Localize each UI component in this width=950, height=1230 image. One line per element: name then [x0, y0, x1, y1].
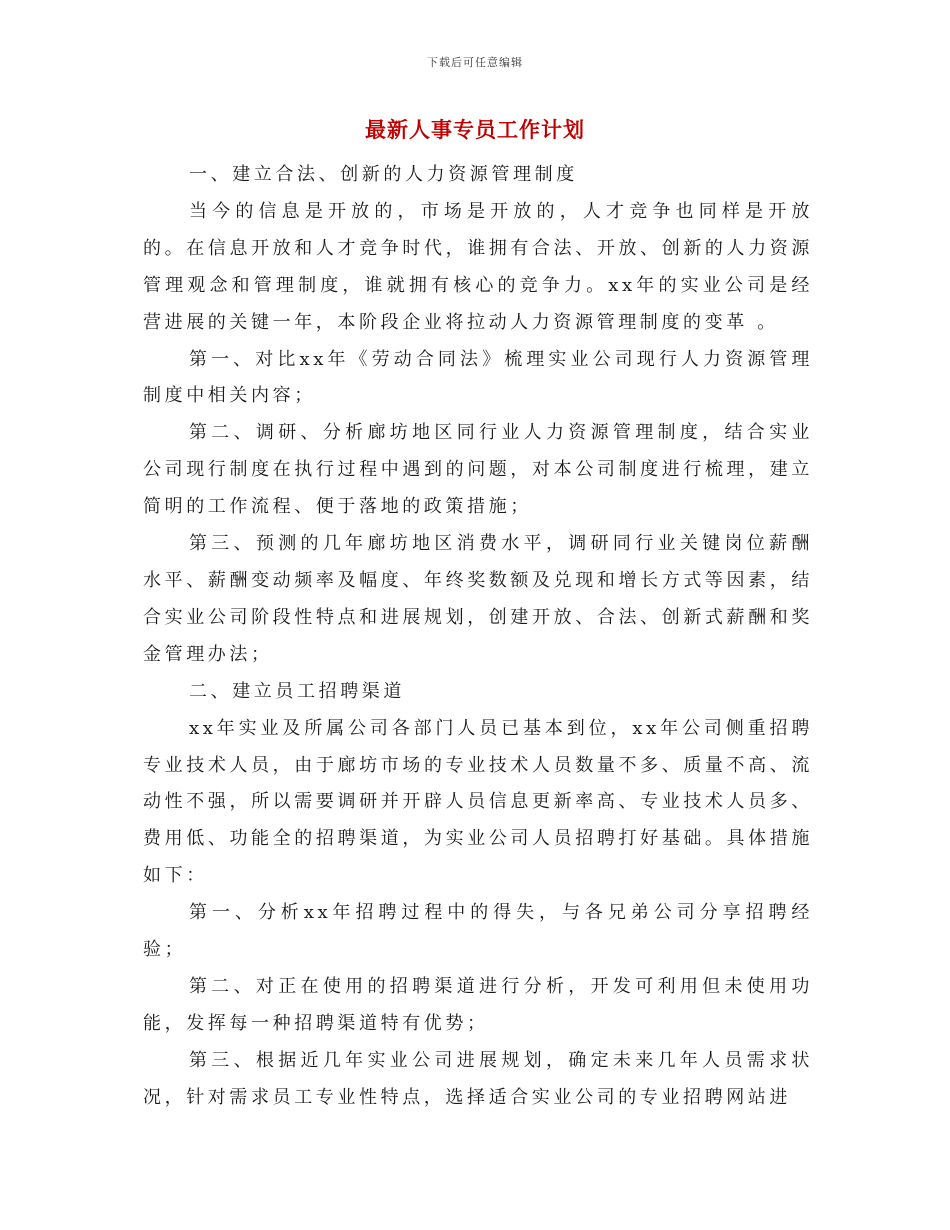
paragraph: xx年实业及所属公司各部门人员已基本到位，xx年公司侧重招聘专业技术人员，由于廊坊市场的专业技术人员数量不多、质量不高、流动性不强，所以需要调研并开辟人员信息更新率高、专业技术人员多、费用低、功能全的招聘渠道，为实业公司人员招聘打好基础。具体措施如下： [143, 717, 813, 887]
paragraph: 第三、预测的几年廊坊地区消费水平，调研同行业关键岗位薪酬水平、薪酬变动频率及幅度、年终奖数额及兑现和增长方式等因素，结合实业公司阶段性特点和进展规划，创建开放、合法、创新式薪酬和奖金管理办法； [143, 533, 813, 665]
paragraph: 第一、对比xx年《劳动合同法》梳理实业公司现行人力资源管理制度中相关内容； [143, 348, 813, 407]
section-heading-1: 一、建立合法、创新的人力资源管理制度 [189, 164, 578, 185]
paragraph: 当今的信息是开放的，市场是开放的，人才竞争也同样是开放的。在信息开放和人才竞争时代，谁拥有合法、开放、创新的人力资源管理观念和管理制度，谁就拥有核心的竞争力。xx年的实业公司是经营进展的关键一年，本阶段企业将拉动人力资源管理制度的变革 。 [143, 200, 813, 333]
document-title: 最新人事专员工作计划 [365, 117, 585, 142]
paragraph: 第一、分析xx年招聘过程中的得失，与各兄弟公司分享招聘经验； [143, 902, 813, 961]
paragraph: 第三、根据近几年实业公司进展规划，确定未来几年人员需求状况，针对需求员工专业性特点，选择适合实业公司的专业招聘网站进 [143, 1049, 813, 1108]
header-note: 下载后可任意编辑 [427, 56, 523, 69]
paragraph: 第二、对正在使用的招聘渠道进行分析，开发可利用但未使用功能，发挥每一种招聘渠道特有优势； [143, 975, 813, 1034]
section-heading-2: 二、建立员工招聘渠道 [189, 680, 405, 702]
paragraph: 第二、调研、分析廊坊地区同行业人力资源管理制度，结合实业公司现行制度在执行过程中遇到的问题，对本公司制度进行梳理，建立简明的工作流程、便于落地的政策措施； [143, 422, 813, 518]
document-body [143, 157, 813, 1117]
